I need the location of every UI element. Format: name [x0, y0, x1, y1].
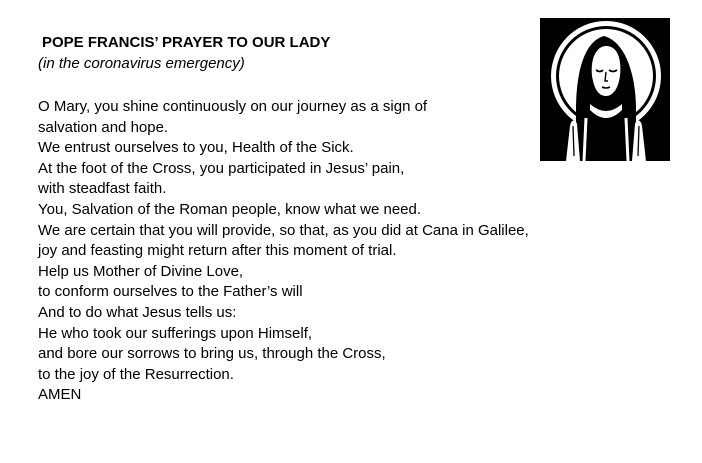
prayer-line: We entrust ourselves to you, Health of the Sick. — [38, 139, 354, 157]
prayer-line: We are certain that you will provide, so that, as you did at Cana in Galilee, — [38, 221, 529, 239]
prayer-line: with steadfast faith. — [38, 180, 167, 198]
prayer-line: At the foot of the Cross, you participated in Jesus’ pain, — [38, 159, 405, 177]
prayer-text — [38, 97, 529, 406]
prayer-line: O Mary, you shine continuously on our journey as a sign of — [38, 98, 428, 115]
prayer-line: AMEN — [38, 386, 82, 404]
garment-fold-left — [584, 118, 586, 161]
prayer-line: Help us Mother of Divine Love, — [38, 262, 244, 280]
prayer-line: You, Salvation of the Roman people, know what we need. — [38, 200, 422, 218]
prayer-line: to conform ourselves to the Father’s will — [38, 283, 303, 301]
praying-virgin-mary-illustration — [540, 18, 670, 161]
prayer-title: POPE FRANCIS’ PRAYER TO OUR LADY — [42, 34, 331, 51]
prayer-line: and bore our sorrows to bring us, through the Cross, — [38, 345, 386, 363]
prayer-line: And to do what Jesus tells us: — [38, 303, 237, 321]
garment-fold-right — [626, 118, 628, 161]
prayer-subtitle: (in the coronavirus emergency) — [38, 55, 245, 72]
prayer-line: to the joy of the Resurrection. — [38, 365, 234, 383]
prayer-line: He who took our sufferings upon Himself, — [38, 324, 313, 342]
prayer-line: joy and feasting might return after this moment of trial. — [38, 242, 397, 260]
prayer-line: salvation and hope. — [38, 118, 169, 136]
